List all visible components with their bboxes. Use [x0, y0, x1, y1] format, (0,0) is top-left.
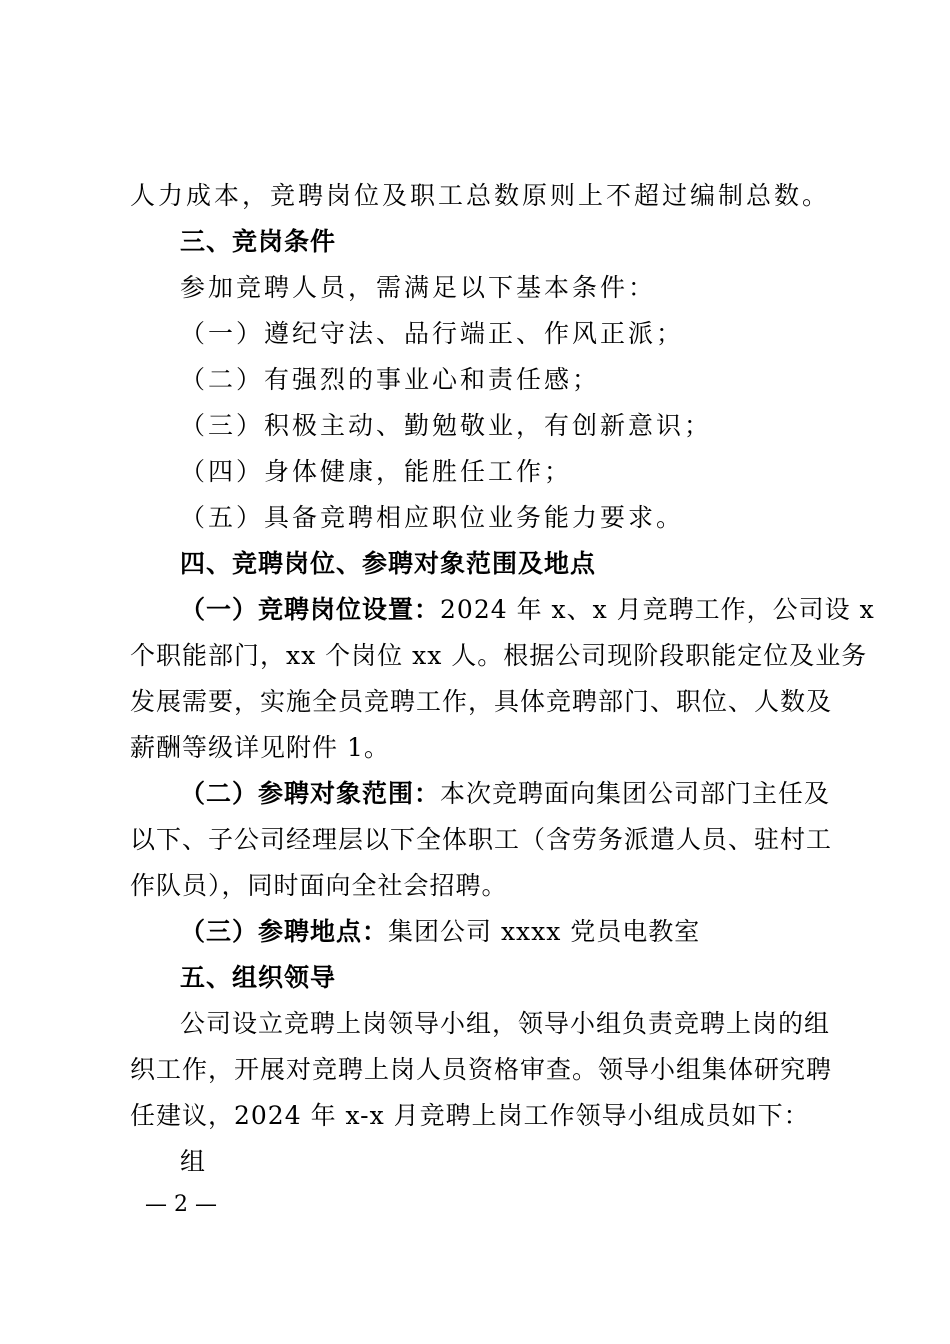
subheading: （三）参聘地点：	[180, 917, 389, 946]
paragraph-line: （一）竞聘岗位设置：2024 年 x、x 月竞聘工作，公司设 x	[180, 595, 875, 624]
paragraph-line: 个职能部门，xx 个岗位 xx 人。根据公司现阶段职能定位及业务	[130, 641, 868, 670]
paragraph-line: 公司设立竞聘上岗领导小组，领导小组负责竞聘上岗的组	[180, 1009, 831, 1038]
section-heading-4: 四、竞聘岗位、参聘对象范围及地点	[180, 549, 597, 578]
section-heading-5: 五、组织领导	[180, 963, 337, 992]
list-item: （一）遵纪守法、品行端正、作风正派；	[180, 319, 685, 348]
list-item: （三）积极主动、勤勉敬业，有创新意识；	[180, 411, 713, 440]
paragraph-line: 参加竞聘人员，需满足以下基本条件：	[180, 273, 657, 302]
paragraph-line: （二）参聘对象范围：本次竞聘面向集团公司部门主任及	[180, 779, 831, 808]
section-heading-3: 三、竞岗条件	[180, 227, 337, 256]
paragraph-line: 任建议，2024 年 x-x 月竞聘上岗工作领导小组成员如下：	[130, 1101, 810, 1130]
paragraph-line: 发展需要，实施全员竞聘工作，具体竞聘部门、职位、人数及	[130, 687, 833, 716]
paragraph-line: （三）参聘地点：集团公司 xxxx 党员电教室	[180, 917, 701, 946]
list-item: （四）身体健康，能胜任工作；	[180, 457, 573, 486]
paragraph-line: 薪酬等级详见附件 1。	[130, 733, 390, 762]
paragraph-line: 作队员），同时面向全社会招聘。	[130, 871, 508, 900]
subheading: （一）竞聘岗位设置：	[180, 595, 441, 624]
paragraph-line: 以下、子公司经理层以下全体职工（含劳务派遣人员、驻村工	[130, 825, 833, 854]
paragraph-line: 人力成本，竞聘岗位及职工总数原则上不超过编制总数。	[130, 181, 831, 210]
list-item: （二）有强烈的事业心和责任感；	[180, 365, 601, 394]
paragraph-line: 织工作，开展对竞聘上岗人员资格审查。领导小组集体研究聘	[130, 1055, 833, 1084]
page-number: — 2 —	[145, 1192, 217, 1217]
subheading: （二）参聘对象范围：	[180, 779, 441, 808]
paragraph-line: 组	[180, 1147, 207, 1176]
list-item: （五）具备竞聘相应职位业务能力要求。	[180, 503, 685, 532]
